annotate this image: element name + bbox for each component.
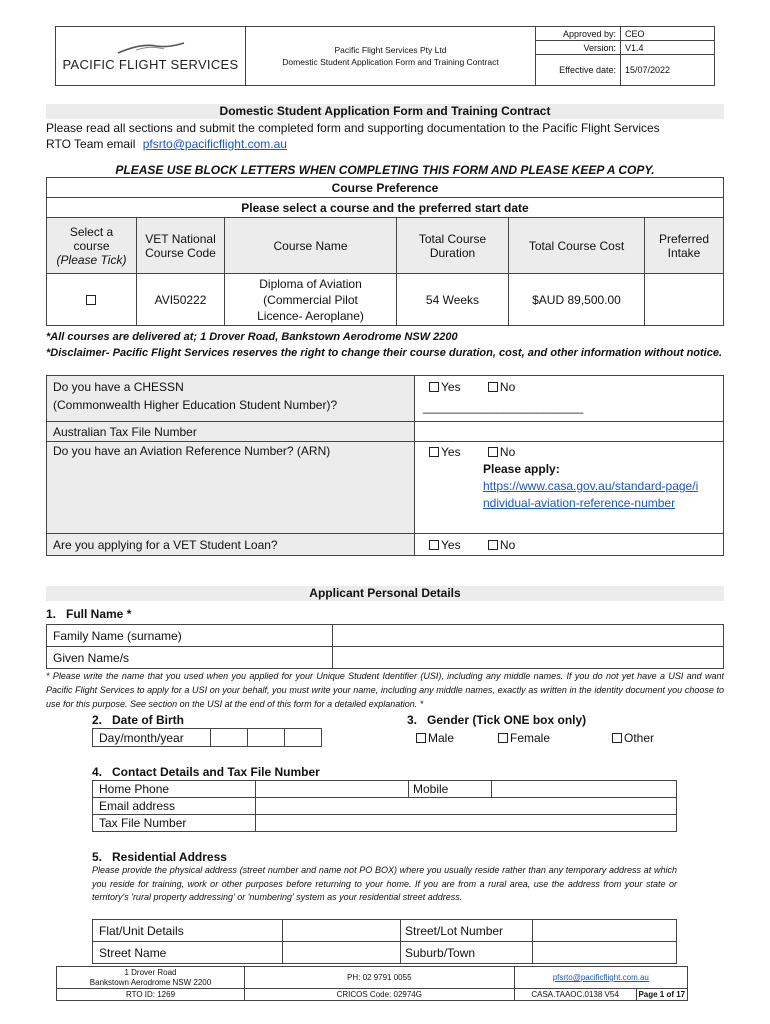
arn-apply-block: [483, 461, 703, 512]
street-name-field[interactable]: [283, 942, 401, 964]
dob-table: [92, 728, 322, 747]
street-name-label: Street Name: [93, 942, 283, 964]
title-cell: [246, 27, 536, 86]
gender-female-checkbox[interactable]: [498, 733, 508, 743]
arn-no[interactable]: [488, 445, 515, 459]
doc-title: Domestic Student Application Form and Training Contract: [282, 57, 499, 67]
dob-month-field[interactable]: [248, 729, 285, 747]
intro-line-1: Please read all sections and submit the completed form and supporting documentation to the Pacific Flight Services: [46, 121, 660, 135]
course-cost: $AUD 89,500.00: [509, 274, 645, 326]
loan-no[interactable]: [488, 538, 515, 552]
gender-other-label: Other: [624, 731, 655, 745]
suburb-label: Suburb/Town: [401, 942, 533, 964]
gender-male-checkbox[interactable]: [416, 733, 426, 743]
gender-female-label: Female: [510, 731, 551, 745]
chessn-number-field[interactable]: ________________________: [423, 400, 584, 414]
course-pref-subheading: Please select a course and the preferred start date: [47, 198, 724, 218]
company-name: Pacific Flight Services Pty Ltd: [334, 45, 447, 55]
effective-date-label: Effective date:: [536, 55, 621, 86]
family-name-label: Family Name (surname): [47, 625, 333, 647]
footer-address-line2: Bankstown Aerodrome NSW 2200: [89, 977, 212, 987]
loan-yes-label: Yes: [441, 537, 461, 552]
course-note-disclaimer: *Disclaimer- Pacific Flight Services reserves the right to change their course duration, cost, and other information without notice.: [46, 347, 723, 359]
arn-question: Do you have an Aviation Reference Number? (ARN): [47, 442, 415, 534]
chessn-no-checkbox[interactable]: [488, 382, 498, 392]
version-value: V1.4: [621, 41, 715, 55]
residential-title: 5. Residential Address: [92, 850, 227, 864]
course-name-text: Diploma of Aviation (Commercial Pilot Licence- Aeroplane): [257, 276, 364, 323]
given-names-label: Given Name/s: [47, 647, 333, 669]
personal-details-heading: Applicant Personal Details: [309, 586, 461, 600]
gender-other[interactable]: [612, 731, 654, 745]
course-note-location: *All courses are delivered at; 1 Drover Road, Bankstown Aerodrome NSW 2200: [46, 331, 458, 343]
chessn-no-label: No: [499, 380, 516, 394]
bird-logo-icon: [116, 41, 186, 55]
chessn-question-line2: (Commonwealth Higher Education Student Number)?: [53, 398, 338, 412]
course-name: [225, 274, 397, 326]
approved-by-value: CEO: [621, 27, 715, 41]
arn-apply-label: Please apply:: [483, 462, 560, 476]
preferred-intake-field[interactable]: [645, 274, 724, 326]
arn-yes-label: Yes: [441, 445, 461, 459]
footer-cricos: CRICOS Code: 02974G: [245, 989, 515, 1001]
chessn-question: [47, 376, 415, 422]
block-letters-notice: PLEASE USE BLOCK LETTERS WHEN COMPLETING THIS FORM AND PLEASE KEEP A COPY.: [115, 163, 655, 177]
dob-title: 2. Date of Birth: [92, 713, 185, 727]
document-header: [55, 26, 715, 86]
loan-yes[interactable]: [429, 538, 461, 552]
dob-day-field[interactable]: [211, 729, 248, 747]
personal-details-bar: [46, 586, 724, 601]
logo-cell: [56, 27, 246, 86]
dob-label: Day/month/year: [93, 729, 211, 747]
approved-by-label: Approved by:: [536, 27, 621, 41]
mobile-label: Mobile: [409, 781, 492, 798]
contact-title: 4. Contact Details and Tax File Number: [92, 765, 320, 779]
chessn-yes-checkbox[interactable]: [429, 382, 439, 392]
footer-address-line1: 1 Drover Road: [124, 967, 177, 977]
course-select-checkbox[interactable]: [86, 295, 96, 305]
col-select-label: Select a course: [69, 224, 114, 253]
flat-unit-label: Flat/Unit Details: [93, 920, 283, 942]
chessn-yes-label: Yes: [441, 380, 461, 394]
loan-no-checkbox[interactable]: [488, 540, 498, 550]
contact-table: [92, 780, 677, 832]
flat-unit-field[interactable]: [283, 920, 401, 942]
chessn-yes[interactable]: [429, 380, 461, 394]
loan-answer: [415, 534, 724, 556]
mobile-field[interactable]: [492, 781, 677, 798]
loan-no-label: No: [499, 537, 516, 552]
gender-male[interactable]: [416, 731, 454, 745]
gender-options: [416, 731, 676, 745]
contact-tfn-field[interactable]: [256, 815, 677, 832]
form-title-bar: [46, 104, 724, 119]
usi-note: * Please write the name that you used when you applied for your Unique Student Identifier (USI), including any middle names. If you do not yet have a USI and want Pacific Flight Services to apply for a USI on your behalf, you must write your name, including any middle names, exactly as written in the identity document you choose to use for this purpose. See section on the USI at the end of this form for a detailed explanation. *: [46, 671, 724, 709]
student-questions-table: [46, 375, 724, 556]
suburb-field[interactable]: [533, 942, 677, 964]
gender-title: 3. Gender (Tick ONE box only): [407, 713, 587, 727]
footer-address: [57, 967, 245, 989]
form-title: Domestic Student Application Form and Training Contract: [219, 104, 551, 118]
gender-female[interactable]: [498, 731, 550, 745]
footer-email-link[interactable]: pfsrto@pacificflight.com.au: [552, 973, 649, 982]
tfn-answer-field[interactable]: [415, 422, 724, 442]
arn-no-label: No: [499, 445, 516, 459]
chessn-answer: [415, 376, 724, 422]
course-pref-heading: Course Preference: [47, 178, 724, 198]
gender-male-label: Male: [428, 731, 455, 745]
course-table: [46, 177, 724, 326]
course-duration: 54 Weeks: [397, 274, 509, 326]
gender-other-checkbox[interactable]: [612, 733, 622, 743]
chessn-no[interactable]: [488, 380, 515, 394]
given-names-field[interactable]: [333, 647, 724, 669]
col-duration-label: Total Course Duration: [418, 231, 487, 260]
effective-date-value: 15/07/2022: [621, 55, 715, 86]
col-select-note: (Please Tick): [56, 252, 127, 267]
loan-question: Are you applying for a VET Student Loan?: [47, 534, 415, 556]
col-name: Course Name: [225, 218, 397, 274]
contact-tfn-label: Tax File Number: [93, 815, 256, 832]
home-phone-label: Home Phone: [93, 781, 256, 798]
family-name-field[interactable]: [333, 625, 724, 647]
col-intake: [645, 218, 724, 274]
intro-line-2-prefix: RTO Team email: [46, 137, 136, 151]
dob-year-field[interactable]: [285, 729, 322, 747]
col-intake-label: Preferred Intake: [658, 231, 710, 260]
course-select-cell: [47, 274, 137, 326]
col-cost: Total Course Cost: [509, 218, 645, 274]
footer-page-number: Page 1 of 17: [636, 989, 687, 1001]
footer-casa: CASA.TAAOC.0138 V54: [514, 989, 636, 1001]
footer-rto-id: RTO ID: 1269: [57, 989, 245, 1001]
col-select: [47, 218, 137, 274]
arn-yes[interactable]: [429, 445, 461, 459]
course-code: AVI50222: [137, 274, 225, 326]
page-footer: [56, 966, 688, 1001]
street-lot-label: Street/Lot Number: [401, 920, 533, 942]
tfn-question: Australian Tax File Number: [47, 422, 415, 442]
arn-yes-checkbox[interactable]: [429, 447, 439, 457]
email-label: Email address: [93, 798, 256, 815]
arn-answer: [415, 442, 724, 534]
intro-line-2: [46, 137, 287, 151]
residential-note: Please provide the physical address (street number and name not PO BOX) where you usually reside rather than any temporary address at which you reside for training, work or other purposes before returning to your home. If you are from a rural area, use the address from your state or territory's 'rural property addressing' or 'numbering' system as your residential street address.: [92, 865, 677, 902]
col-code-label: VET National Course Code: [145, 231, 216, 260]
street-lot-field[interactable]: [533, 920, 677, 942]
col-code: [137, 218, 225, 274]
version-label: Version:: [536, 41, 621, 55]
footer-phone: PH: 02 9791 0055: [245, 967, 515, 989]
arn-no-checkbox[interactable]: [488, 447, 498, 457]
full-name-table: [46, 624, 724, 669]
col-duration: [397, 218, 509, 274]
full-name-title: 1. Full Name *: [46, 607, 132, 621]
chessn-question-line1: Do you have a CHESSN: [53, 380, 184, 394]
email-field[interactable]: [256, 798, 677, 815]
residential-table: [92, 919, 677, 964]
footer-email-cell: [514, 967, 687, 989]
logo-text: PACIFIC FLIGHT SERVICES: [62, 56, 239, 72]
arn-apply-link[interactable]: https://www.casa.gov.au/standard-page/individual-aviation-reference-number: [483, 479, 699, 510]
loan-yes-checkbox[interactable]: [429, 540, 439, 550]
home-phone-field[interactable]: [256, 781, 409, 798]
rto-email-link[interactable]: pfsrto@pacificflight.com.au: [142, 137, 287, 151]
